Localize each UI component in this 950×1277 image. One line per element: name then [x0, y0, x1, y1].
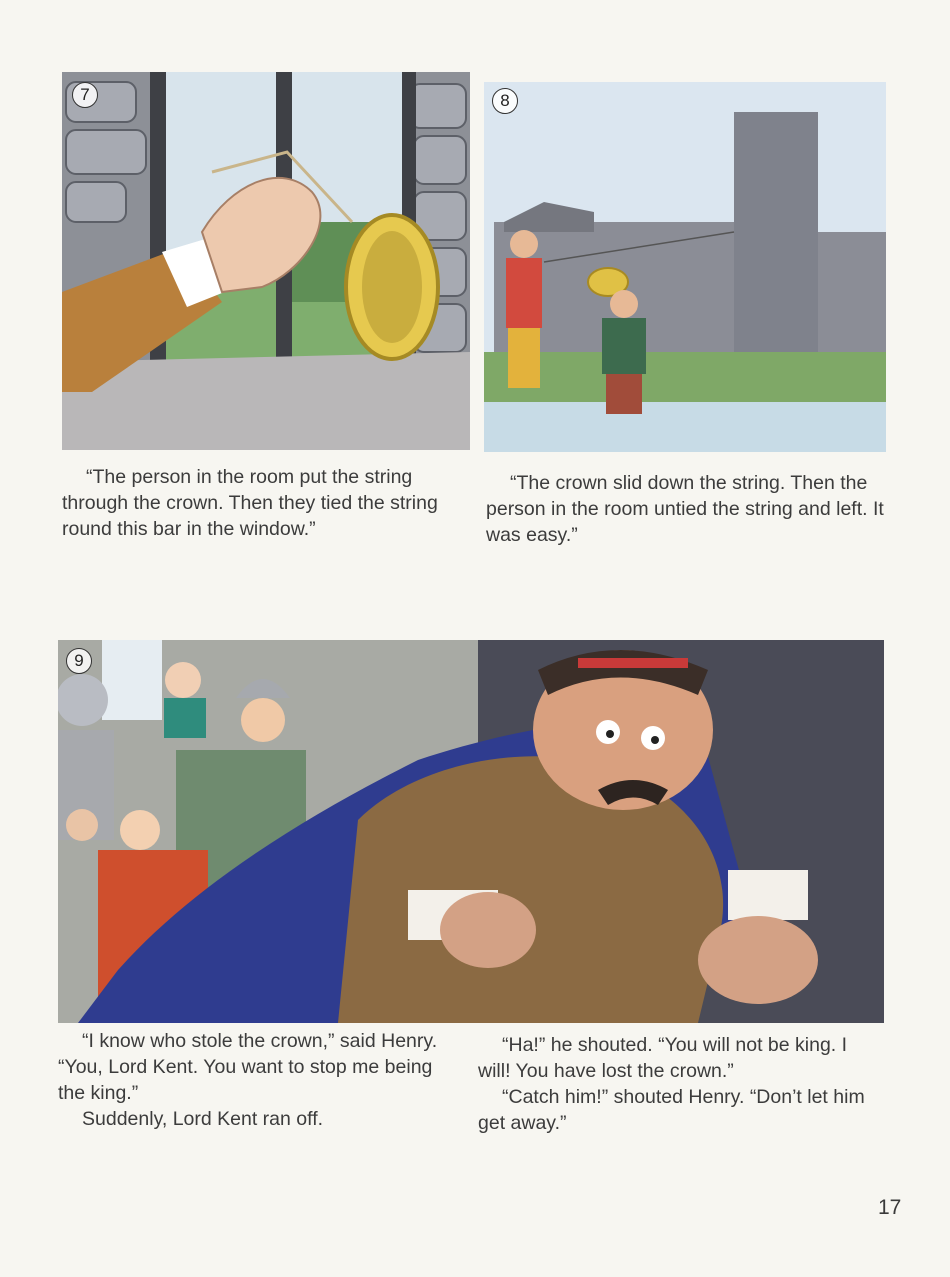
- panel-9-caption-left-text-1: “I know who stole the crown,” said Henry. “You, Lord Kent. You want to stop me being the king.”: [58, 1030, 438, 1104]
- panel-8-caption-text: “The crown slid down the string. Then the person in the room untied the string and left. It was easy.”: [486, 472, 884, 546]
- panel-number-7: 7: [72, 82, 98, 108]
- panel-9-caption-right-text-1: “Ha!” he shouted. “You will not be king. I will! You have lost the crown.”: [478, 1034, 848, 1082]
- panel-number-9: 9: [66, 648, 92, 674]
- panel-9-caption-right-text-2: “Catch him!” shouted Henry. “Don’t let him get away.”: [478, 1086, 865, 1134]
- panel-7-caption: [62, 464, 472, 542]
- panel-7-caption-text: “The person in the room put the string through the crown. Then they tied the string round this bar in the window.”: [62, 466, 438, 540]
- panel-9-caption-left-text-2: Suddenly, Lord Kent ran off.: [82, 1108, 324, 1130]
- panel-8-caption: [486, 470, 886, 548]
- page-number: 17: [878, 1196, 902, 1219]
- panel-9-illustration: [58, 640, 884, 1023]
- panel-8-illustration: [484, 82, 886, 452]
- panel-7-illustration: [62, 72, 470, 450]
- panel-9-caption-left: [58, 1028, 438, 1132]
- panel-number-8: 8: [492, 88, 518, 114]
- panel-9-caption-right: [478, 1032, 868, 1136]
